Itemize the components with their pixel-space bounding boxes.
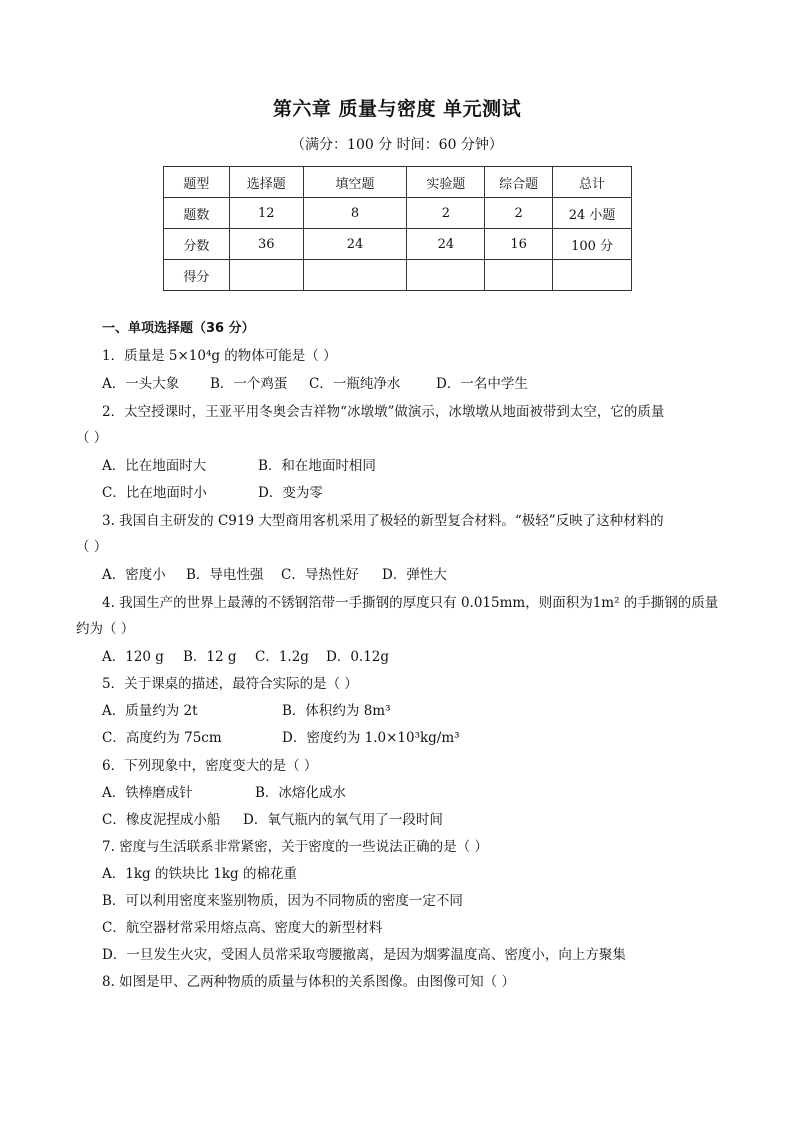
question-1-option-d[interactable]: D．一名中学生 <box>436 376 528 392</box>
question-5-option-c[interactable]: C．高度约为 75cm <box>102 730 222 746</box>
table-cell: 100 分 <box>553 229 632 260</box>
question-1-stem: 1．质量是 5×10⁴g 的物体可能是（ ） <box>102 348 337 364</box>
question-5-option-d[interactable]: D．密度约为 1.0×10³kg/m³ <box>282 730 460 746</box>
table-cell: 综合题 <box>485 167 553 198</box>
question-4-option-c[interactable]: C．1.2g <box>255 649 309 665</box>
question-6-option-c[interactable]: C．橡皮泥捏成小船 <box>102 812 221 828</box>
question-5-stem: 5．关于课桌的描述，最符合实际的是（ ） <box>102 676 358 692</box>
question-4-stem: 4. 我国生产的世界上最薄的不锈钢箔带一手撕钢的厚度只有 0.015mm，则面积为1m² 的手撕钢的质量 <box>102 595 719 611</box>
table-cell: 2 <box>485 198 553 229</box>
table-cell: 总计 <box>553 167 632 198</box>
question-2-option-c[interactable]: C．比在地面时小 <box>102 485 207 501</box>
question-7-option-b[interactable]: B．可以利用密度来鉴别物质，因为不同物质的密度一定不同 <box>102 893 463 909</box>
score-input-cell[interactable] <box>229 260 303 291</box>
question-7-option-d[interactable]: D．一旦发生火灾，受困人员常采取弯腰撤离，是因为烟雾温度高、密度小，向上方聚集 <box>102 947 626 963</box>
page-title: 第六章 质量与密度 单元测试 <box>272 98 522 120</box>
question-6-option-a[interactable]: A．铁棒磨成针 <box>102 785 193 801</box>
page-subtitle: （满分：100 分 时间：60 分钟） <box>291 137 503 153</box>
table-cell: 2 <box>407 198 485 229</box>
score-input-cell[interactable] <box>303 260 407 291</box>
table-cell: 题数 <box>164 198 230 229</box>
question-1-option-c[interactable]: C．一瓶纯净水 <box>309 376 401 392</box>
question-2-option-a[interactable]: A．比在地面时大 <box>102 458 207 474</box>
score-input-cell[interactable] <box>553 260 632 291</box>
table-cell: 24 <box>303 229 407 260</box>
table-row <box>164 260 632 291</box>
table-cell: 填空题 <box>303 167 407 198</box>
question-5-option-a[interactable]: A．质量约为 2t <box>102 703 198 719</box>
question-4-option-d[interactable]: D．0.12g <box>326 649 390 665</box>
table-cell: 分数 <box>164 229 230 260</box>
table-row <box>164 198 632 229</box>
question-2-stem: 2．太空授课时，王亚平用冬奥会吉祥物“冰墩墩”做演示，冰墩墩从地面被带到太空，它的质量 <box>102 404 665 420</box>
question-2-option-d[interactable]: D．变为零 <box>258 485 323 501</box>
question-3-option-d[interactable]: D．弹性大 <box>382 567 447 583</box>
question-3-option-b[interactable]: B．导电性强 <box>186 567 264 583</box>
question-3-stem: 3. 我国自主研发的 C919 大型商用客机采用了极轻的新型复合材料。“极轻”反映了这种材料的 <box>102 513 664 529</box>
question-2-option-b[interactable]: B．和在地面时相同 <box>258 458 376 474</box>
section-heading: 一、单项选择题（36 分） <box>102 321 255 336</box>
table-cell: 36 <box>229 229 303 260</box>
question-5-option-b[interactable]: B．体积约为 8m³ <box>282 703 391 719</box>
question-6-stem: 6．下列现象中，密度变大的是（ ） <box>102 758 318 774</box>
question-3-option-c[interactable]: C．导热性好 <box>281 567 359 583</box>
question-3-option-a[interactable]: A．密度小 <box>102 567 166 583</box>
question-1-option-a[interactable]: A．一头大象 <box>102 376 180 392</box>
question-4-option-b[interactable]: B．12 g <box>183 649 237 665</box>
table-cell: 得分 <box>164 260 230 291</box>
table-cell: 16 <box>485 229 553 260</box>
score-input-cell[interactable] <box>407 260 485 291</box>
question-7-stem: 7. 密度与生活联系非常紧密，关于密度的一些说法正确的是（ ） <box>102 839 488 855</box>
question-4-stem-cont: 约为（ ） <box>76 621 135 637</box>
question-8-stem: 8. 如图是甲、乙两种物质的质量与体积的关系图像。由图像可知（ ） <box>102 974 515 990</box>
question-1-option-b[interactable]: B．一个鸡蛋 <box>210 376 288 392</box>
table-cell: 24 <box>407 229 485 260</box>
question-2-stem-cont: （ ） <box>76 430 108 446</box>
question-6-option-d[interactable]: D．氧气瓶内的氧气用了一段时间 <box>243 812 443 828</box>
table-row <box>164 167 632 198</box>
table-cell: 题型 <box>164 167 230 198</box>
question-7-option-a[interactable]: A．1kg 的铁块比 1kg 的棉花重 <box>102 866 297 882</box>
table-cell: 24 小题 <box>553 198 632 229</box>
table-cell: 8 <box>303 198 407 229</box>
question-7-option-c[interactable]: C．航空器材常采用熔点高、密度大的新型材料 <box>102 920 383 936</box>
table-cell: 选择题 <box>229 167 303 198</box>
table-cell: 实验题 <box>407 167 485 198</box>
score-input-cell[interactable] <box>485 260 553 291</box>
question-3-stem-cont: （ ） <box>76 539 108 555</box>
table-row <box>164 229 632 260</box>
score-table <box>163 166 632 291</box>
question-4-option-a[interactable]: A．120 g <box>102 649 164 665</box>
question-6-option-b[interactable]: B．冰熔化成水 <box>255 785 346 801</box>
table-cell: 12 <box>229 198 303 229</box>
